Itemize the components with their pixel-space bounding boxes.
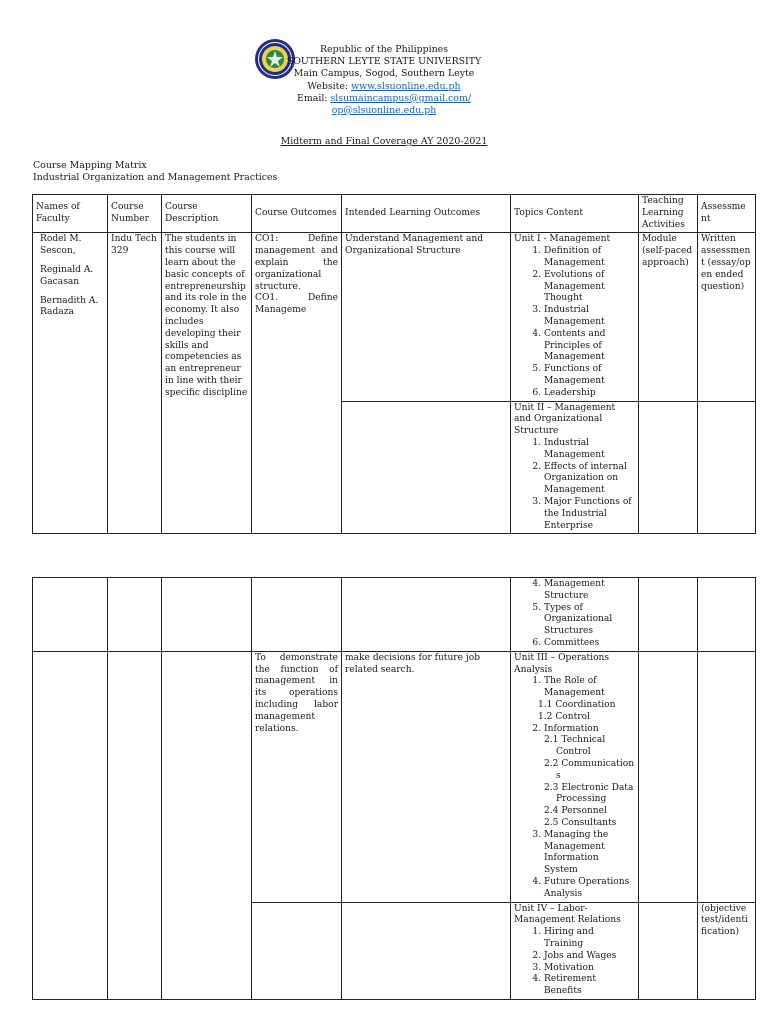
assessment-empty-cell bbox=[698, 578, 756, 652]
list-item bbox=[544, 724, 635, 830]
list-item: 5. Functions of Management bbox=[544, 364, 635, 388]
course-mapping-table bbox=[32, 194, 756, 534]
description-empty-cell bbox=[162, 578, 252, 652]
ilo-empty-cell bbox=[342, 401, 511, 534]
list-item: 2. Effects of internal Organization on Management bbox=[544, 462, 635, 497]
unit3-topics-cell bbox=[511, 651, 639, 902]
col-header-faculty: Names of Faculty bbox=[33, 195, 108, 233]
list-item: 4. Management Structure bbox=[544, 579, 635, 603]
unit3-item2-1: 2.1 Technical Control bbox=[544, 735, 606, 758]
unit2-continued-cell bbox=[511, 578, 639, 652]
list-item: 6. Committees bbox=[544, 638, 635, 650]
course-description-cell: The students in this course will learn about the basic concepts of entrepreneurship and its role in the economy. It also includes developing their skills and competencies as an entrepreneur in line with their specific discipline bbox=[162, 233, 252, 534]
faculty-empty-cell bbox=[33, 578, 108, 652]
course-outcome-1: CO1: Define management and explain the organizational structure. bbox=[255, 234, 338, 292]
tla-empty-cell bbox=[639, 401, 698, 534]
unit3-item2-4: 2.4 Personnel bbox=[544, 806, 607, 817]
tla-empty-cell bbox=[639, 651, 698, 902]
email-label: Email: bbox=[297, 92, 331, 104]
course-outcome-1b: CO1. Define Manageme bbox=[255, 293, 338, 316]
unit3-item2-2: 2.2 Communication s bbox=[544, 758, 635, 781]
course-outcome-cell bbox=[252, 233, 342, 534]
unit3-item2-3: 2.3 Electronic Data Processing bbox=[544, 782, 634, 805]
list-item: 5. Types of Organizational Structures bbox=[544, 603, 635, 638]
course-name: Industrial Organization and Management Practices bbox=[33, 172, 278, 184]
description-empty-cell bbox=[162, 651, 252, 999]
ilo-cell: Understand Management and Organizational Structure bbox=[342, 233, 511, 401]
list-item: 4. Retirement Benefits bbox=[544, 974, 635, 998]
website-link[interactable]: www.slsuonline.edu.ph bbox=[351, 80, 461, 92]
outcome-empty-cell bbox=[252, 902, 342, 999]
letterhead bbox=[0, 44, 768, 117]
list-item: 2. Jobs and Wages bbox=[544, 951, 635, 963]
col-header-course-number: Course Number bbox=[108, 195, 162, 233]
list-item: 4. Contents and Principles of Management bbox=[544, 329, 635, 364]
col-header-course-outcomes: Course Outcomes bbox=[252, 195, 342, 233]
list-item: 1. Definition of Management bbox=[544, 246, 635, 270]
ilo-2-cell: make decisions for future job related search. bbox=[342, 651, 511, 902]
university-name: SOUTHERN LEYTE STATE UNIVERSITY bbox=[286, 56, 482, 68]
ilo-empty-cell bbox=[342, 902, 511, 999]
list-item: 3. Industrial Management bbox=[544, 305, 635, 329]
list-item: 3. Motivation bbox=[544, 963, 635, 975]
tla-empty-cell bbox=[639, 902, 698, 999]
website-label: Website: bbox=[307, 80, 352, 92]
list-item: 1. Industrial Management bbox=[544, 438, 635, 462]
table-row bbox=[33, 578, 756, 652]
unit3-item1-2: 1.2 Control bbox=[538, 711, 591, 722]
course-mapping-table-continued bbox=[32, 577, 756, 1000]
unit4-topics-cell bbox=[511, 902, 639, 999]
unit2-title: Unit II – Management and Organizational Structure bbox=[514, 402, 616, 437]
outcome-empty-cell bbox=[252, 578, 342, 652]
republic-line: Republic of the Philippines bbox=[319, 44, 449, 55]
unit3-title: Unit III – Operations Analysis bbox=[514, 652, 610, 675]
tla-empty-cell bbox=[639, 578, 698, 652]
list-item: 3. Major Functions of the Industrial Enterprise bbox=[544, 497, 635, 532]
list-item: 3. Managing the Management Information System bbox=[544, 830, 635, 877]
course-number-empty-cell bbox=[108, 651, 162, 999]
list-item: 6. Leadership bbox=[544, 388, 635, 400]
col-header-topics: Topics Content bbox=[511, 195, 639, 233]
faculty-3: Bernadith A. Radaza bbox=[40, 295, 99, 318]
table-row bbox=[33, 233, 756, 401]
list-item: 1. Hiring and Training bbox=[544, 927, 635, 951]
course-number-empty-cell bbox=[108, 578, 162, 652]
matrix-title: Course Mapping Matrix bbox=[33, 160, 147, 171]
faculty-empty-cell bbox=[33, 651, 108, 999]
faculty-2: Reginald A. Gacasan bbox=[40, 264, 94, 287]
col-header-tla: Teaching Learning Activities bbox=[639, 195, 698, 233]
table-row bbox=[33, 651, 756, 902]
unit3-item2-5: 2.5 Consultants bbox=[544, 817, 617, 828]
course-outcome-2-cell: To demonstrate the function of management in its operations including labor management relations. bbox=[252, 651, 342, 902]
faculty-1: Rodel M. Sescon, bbox=[40, 234, 82, 257]
col-header-assessment: Assessme nt bbox=[698, 195, 756, 233]
unit2-topics-cell bbox=[511, 401, 639, 534]
assessment-empty-cell bbox=[698, 651, 756, 902]
assessment-4-cell: (objective test/identi fication) bbox=[698, 902, 756, 999]
assessment-cell: Written assessmen t (essay/op en ended question) bbox=[698, 233, 756, 401]
email-link-2[interactable]: op@slsuonline.edu.ph bbox=[331, 105, 437, 117]
col-header-ilo: Intended Learning Outcomes bbox=[342, 195, 511, 233]
email-link-1[interactable]: slsumaincampus@gmail.com/ bbox=[330, 92, 471, 104]
list-item: 2. Evolutions of Management Thought bbox=[544, 270, 635, 305]
coverage-title: Midterm and Final Coverage AY 2020-2021 bbox=[280, 136, 488, 147]
faculty-cell bbox=[33, 233, 108, 534]
col-header-description: Course Description bbox=[162, 195, 252, 233]
course-number-cell: Indu Tech 329 bbox=[108, 233, 162, 534]
list-item bbox=[538, 676, 635, 723]
ilo-empty-cell bbox=[342, 578, 511, 652]
header-row bbox=[33, 195, 756, 233]
unit1-title: Unit I - Management bbox=[514, 234, 611, 245]
unit3-item1-1: 1.1 Coordination bbox=[538, 699, 616, 710]
assessment-empty-cell bbox=[698, 401, 756, 534]
tla-cell: Module (self-paced approach) bbox=[639, 233, 698, 401]
list-item: 4. Future Operations Analysis bbox=[544, 877, 635, 901]
unit1-topics-cell bbox=[511, 233, 639, 401]
unit4-title: Unit IV – Labor-Management Relations bbox=[514, 903, 621, 926]
unit3-item1: The Role of Management bbox=[544, 676, 605, 699]
campus-address: Main Campus, Sogod, Southern Leyte bbox=[293, 68, 475, 80]
unit3-item2: Information bbox=[544, 723, 599, 734]
